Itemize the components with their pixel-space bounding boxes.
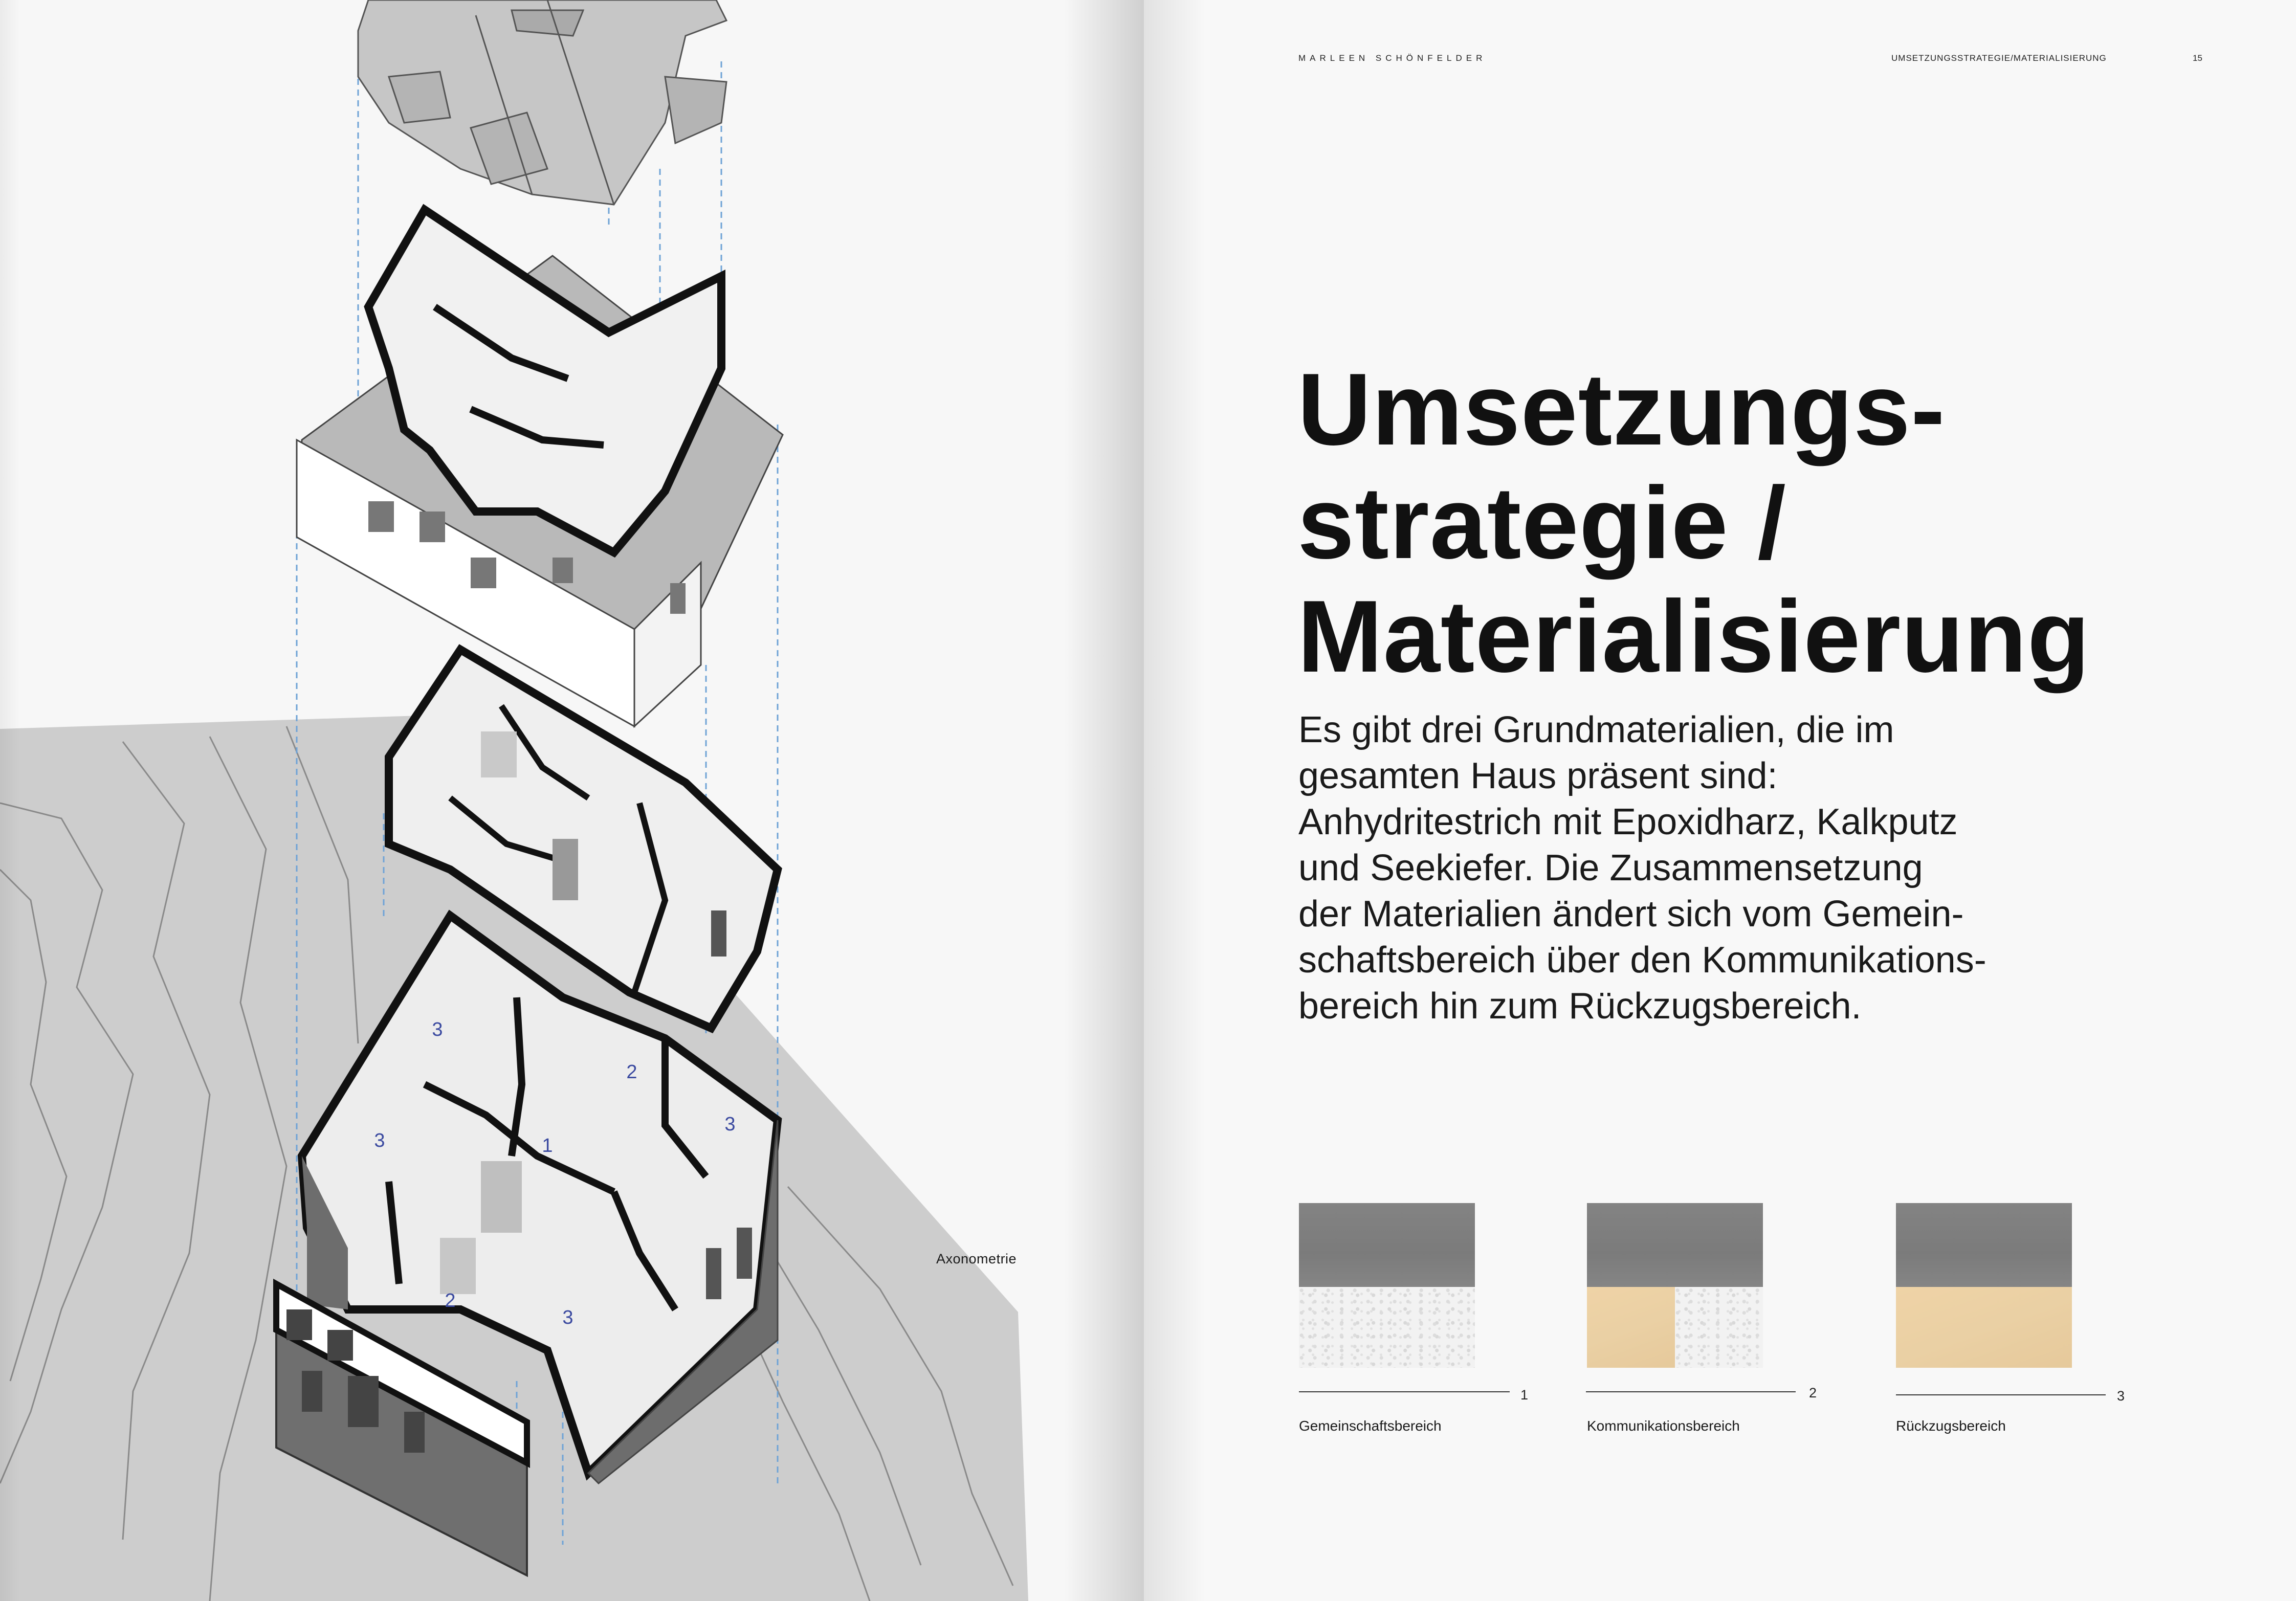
legend-rule (1586, 1391, 1796, 1392)
zone-label: 3 (432, 1019, 443, 1040)
legend-number: 1 (1520, 1387, 1529, 1403)
figure-caption: Axonometrie (936, 1251, 1017, 1266)
body-line: bereich hin zum Rückzugsbereich. (1298, 986, 1862, 1027)
pine-sample (1587, 1287, 1675, 1368)
page-edge-shadow (0, 0, 20, 1601)
zone-label: 2 (626, 1061, 637, 1083)
body-line: der Materialien ändert sich vom Gemein- (1298, 894, 1964, 935)
zone-label: 3 (562, 1307, 573, 1328)
title-line: Materialisierung (1297, 580, 2090, 694)
title-line: Umsetzungs- (1297, 352, 1946, 466)
running-header-author: MARLEEN SCHÖNFELDER (1298, 53, 1487, 63)
material-swatch-3 (1896, 1203, 2072, 1368)
legend-label: Gemeinschaftsbereich (1299, 1418, 1442, 1434)
body-paragraph (1298, 707, 1986, 1029)
material-swatch-2 (1587, 1203, 1763, 1368)
gutter-shadow-right (1144, 0, 1205, 1601)
epoxy-sample (1896, 1203, 2072, 1287)
epoxy-sample (1299, 1203, 1475, 1287)
body-line: Anhydritestrich mit Epoxidharz, Kalkputz (1298, 802, 1958, 842)
legend-label: Kommunikationsbereich (1587, 1418, 1740, 1434)
legend-number: 3 (2117, 1388, 2125, 1404)
material-swatch-1 (1299, 1203, 1475, 1368)
epoxy-sample (1587, 1203, 1763, 1287)
zone-label: 3 (724, 1114, 736, 1135)
axonometric-drawing (0, 0, 1144, 1601)
page-title (1297, 353, 2090, 694)
body-line: Es gibt drei Grundmaterialien, die im (1298, 709, 1894, 750)
legend-number: 2 (1809, 1385, 1817, 1400)
plaster-sample (1299, 1287, 1475, 1368)
plaster-sample (1675, 1287, 1763, 1368)
gutter-shadow-left (1064, 0, 1144, 1601)
attic-floor (297, 210, 783, 726)
zone-label: 3 (374, 1130, 385, 1151)
page-number: 15 (2193, 53, 2202, 63)
running-header-section: UMSETZUNGSSTRATEGIE/MATERIALISIERUNG (1891, 53, 2107, 63)
body-line: schaftsbereich über den Kommunikations- (1298, 940, 1986, 981)
legend-label: Rückzugsbereich (1896, 1418, 2006, 1434)
pine-sample (1896, 1287, 2072, 1368)
left-page (0, 0, 1144, 1601)
title-line: strategie / (1297, 466, 1786, 580)
roof (358, 0, 726, 205)
zone-label: 1 (542, 1135, 553, 1157)
zone-label: 2 (445, 1290, 456, 1311)
legend-rule (1896, 1394, 2106, 1395)
body-line: und Seekiefer. Die Zusammensetzung (1298, 848, 1923, 888)
legend-rule (1299, 1391, 1510, 1392)
body-line: gesamten Haus präsent sind: (1298, 755, 1778, 796)
